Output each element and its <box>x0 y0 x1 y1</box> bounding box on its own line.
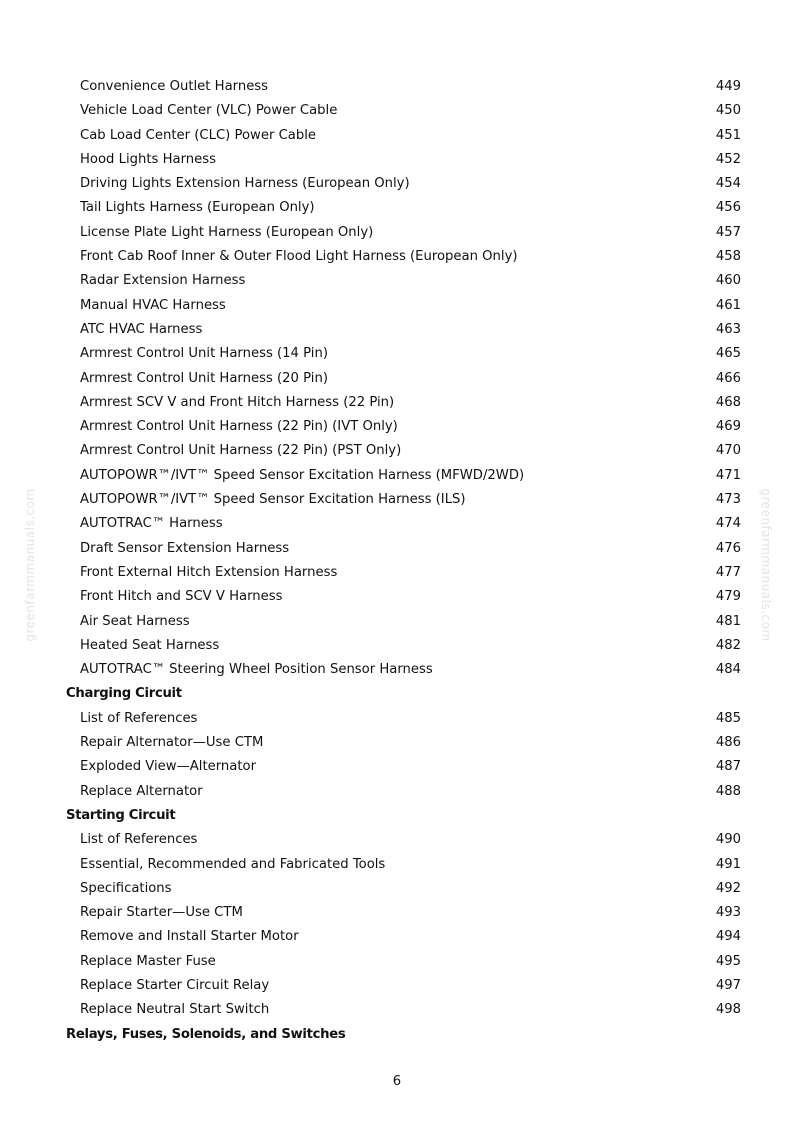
entry-page-number: 450 <box>715 103 741 119</box>
toc-entry[interactable] <box>0 367 794 391</box>
entry-title: Air Seat Harness <box>80 613 190 629</box>
entry-page-number: 456 <box>715 200 741 216</box>
entry-title: Front Hitch and SCV V Harness <box>80 589 283 605</box>
toc-entry[interactable] <box>0 221 794 245</box>
entry-page-number: 477 <box>715 564 741 580</box>
entry-page-number: 469 <box>715 419 741 435</box>
section-title: Starting Circuit <box>66 807 176 823</box>
entry-page-number: 466 <box>715 370 741 386</box>
toc-entry[interactable] <box>0 901 794 925</box>
entry-title: Vehicle Load Center (VLC) Power Cable <box>80 103 338 119</box>
entry-title: Draft Sensor Extension Harness <box>80 540 290 556</box>
entry-page-number: 491 <box>715 856 741 872</box>
entry-title: Heated Seat Harness <box>80 637 220 653</box>
toc-entry[interactable] <box>0 294 794 318</box>
toc-entry[interactable] <box>0 731 794 755</box>
toc-entry[interactable] <box>0 245 794 269</box>
watermark-right: greenfarmmanuals.com <box>759 488 773 642</box>
entry-title: AUTOTRAC™ Steering Wheel Position Sensor Harness <box>80 662 433 678</box>
entry-title: Repair Alternator—Use CTM <box>80 735 264 751</box>
entry-title: Armrest SCV V and Front Hitch Harness (22 Pin) <box>80 394 395 410</box>
entry-page-number: 461 <box>715 297 741 313</box>
entry-title: License Plate Light Harness (European Only) <box>80 224 374 240</box>
entry-title: Replace Alternator <box>80 783 203 799</box>
watermark-left: greenfarmmanuals.com <box>23 488 37 642</box>
entry-page-number: 481 <box>715 613 741 629</box>
entry-page-number: 460 <box>715 273 741 289</box>
entry-title: ATC HVAC Harness <box>80 321 203 337</box>
entry-page-number: 463 <box>715 321 741 337</box>
toc-entry[interactable] <box>0 755 794 779</box>
toc-entry[interactable] <box>0 172 794 196</box>
toc-section-heading <box>0 682 794 706</box>
toc-entry[interactable] <box>0 561 794 585</box>
toc-entry[interactable] <box>0 998 794 1022</box>
entry-page-number: 465 <box>715 346 741 362</box>
toc-entry[interactable] <box>0 925 794 949</box>
entry-title: Hood Lights Harness <box>80 151 216 167</box>
entry-page-number: 490 <box>715 832 741 848</box>
entry-page-number: 449 <box>715 79 741 94</box>
toc-entry[interactable] <box>0 415 794 439</box>
entry-page-number: 458 <box>715 249 741 265</box>
entry-page-number: 470 <box>715 443 741 459</box>
entry-page-number: 457 <box>715 224 741 240</box>
entry-title: Tail Lights Harness (European Only) <box>80 200 315 216</box>
entry-page-number: 479 <box>715 589 741 605</box>
entry-title: Cab Load Center (CLC) Power Cable <box>80 127 317 143</box>
toc-entry[interactable] <box>0 634 794 658</box>
entry-title: Armrest Control Unit Harness (22 Pin) (PST Only) <box>80 443 402 459</box>
section-title: Relays, Fuses, Solenoids, and Switches <box>66 1026 346 1042</box>
entry-title: Replace Master Fuse <box>80 953 216 969</box>
toc-entry[interactable] <box>0 196 794 220</box>
entry-title: List of References <box>80 832 198 848</box>
toc-entry[interactable] <box>0 318 794 342</box>
entry-page-number: 484 <box>715 662 741 678</box>
toc-entry[interactable] <box>0 512 794 536</box>
toc-entry[interactable] <box>0 391 794 415</box>
entry-title: Armrest Control Unit Harness (20 Pin) <box>80 370 328 386</box>
entry-title: Radar Extension Harness <box>80 273 246 289</box>
toc-entry[interactable] <box>0 658 794 682</box>
entry-title: Specifications <box>80 880 172 896</box>
entry-page-number: 497 <box>715 977 741 993</box>
entry-page-number: 454 <box>715 176 741 192</box>
toc-entry[interactable] <box>0 99 794 123</box>
entry-page-number: 498 <box>715 1002 741 1018</box>
entry-title: Replace Neutral Start Switch <box>80 1002 270 1018</box>
entry-title: Front Cab Roof Inner & Outer Flood Light Harness (European Only) <box>80 249 518 265</box>
toc-entry[interactable] <box>0 780 794 804</box>
toc-entry[interactable] <box>0 124 794 148</box>
toc-entry[interactable] <box>0 75 794 99</box>
entry-title: Replace Starter Circuit Relay <box>80 977 270 993</box>
toc-entry[interactable] <box>0 537 794 561</box>
toc-entry[interactable] <box>0 974 794 998</box>
entry-page-number: 493 <box>715 905 741 921</box>
entry-title: Repair Starter—Use CTM <box>80 905 243 921</box>
entry-page-number: 488 <box>715 783 741 799</box>
page-number: 6 <box>392 1074 402 1089</box>
toc-entry[interactable] <box>0 488 794 512</box>
toc-entry[interactable] <box>0 585 794 609</box>
toc-entry[interactable] <box>0 464 794 488</box>
entry-page-number: 474 <box>715 516 741 532</box>
entry-page-number: 476 <box>715 540 741 556</box>
toc-section-heading <box>0 1023 794 1047</box>
entry-page-number: 473 <box>715 492 741 508</box>
toc-entry[interactable] <box>0 610 794 634</box>
entry-page-number: 486 <box>715 735 741 751</box>
toc-entry[interactable] <box>0 853 794 877</box>
entry-page-number: 487 <box>715 759 741 775</box>
entry-title: Manual HVAC Harness <box>80 297 226 313</box>
entry-title: AUTOPOWR™/IVT™ Speed Sensor Excitation Harness (ILS) <box>80 492 466 508</box>
toc-entry[interactable] <box>0 148 794 172</box>
entry-title: Armrest Control Unit Harness (14 Pin) <box>80 346 328 362</box>
toc-entry[interactable] <box>0 950 794 974</box>
entry-title: Exploded View—Alternator <box>80 759 257 775</box>
table-of-contents <box>0 75 794 1047</box>
toc-entry[interactable] <box>0 828 794 852</box>
entry-title: AUTOTRAC™ Harness <box>80 516 223 532</box>
entry-title: Essential, Recommended and Fabricated Tools <box>80 856 386 872</box>
entry-title: Front External Hitch Extension Harness <box>80 564 338 580</box>
entry-title: Convenience Outlet Harness <box>80 79 269 94</box>
entry-title: Remove and Install Starter Motor <box>80 929 299 945</box>
entry-title: Driving Lights Extension Harness (European Only) <box>80 176 410 192</box>
section-title: Charging Circuit <box>66 686 182 702</box>
entry-page-number: 495 <box>715 953 741 969</box>
entry-page-number: 492 <box>715 880 741 896</box>
entry-page-number: 451 <box>715 127 741 143</box>
toc-entry[interactable] <box>0 269 794 293</box>
toc-section-heading <box>0 804 794 828</box>
entry-page-number: 482 <box>715 637 741 653</box>
entry-title: Armrest Control Unit Harness (22 Pin) (IVT Only) <box>80 419 398 435</box>
toc-entry[interactable] <box>0 342 794 366</box>
entry-title: AUTOPOWR™/IVT™ Speed Sensor Excitation Harness (MFWD/2WD) <box>80 467 525 483</box>
entry-page-number: 494 <box>715 929 741 945</box>
entry-page-number: 468 <box>715 394 741 410</box>
entry-page-number: 452 <box>715 151 741 167</box>
toc-entry[interactable] <box>0 877 794 901</box>
entry-title: List of References <box>80 710 198 726</box>
entry-page-number: 485 <box>715 710 741 726</box>
entry-page-number: 471 <box>715 467 741 483</box>
toc-entry[interactable] <box>0 439 794 463</box>
toc-entry[interactable] <box>0 707 794 731</box>
